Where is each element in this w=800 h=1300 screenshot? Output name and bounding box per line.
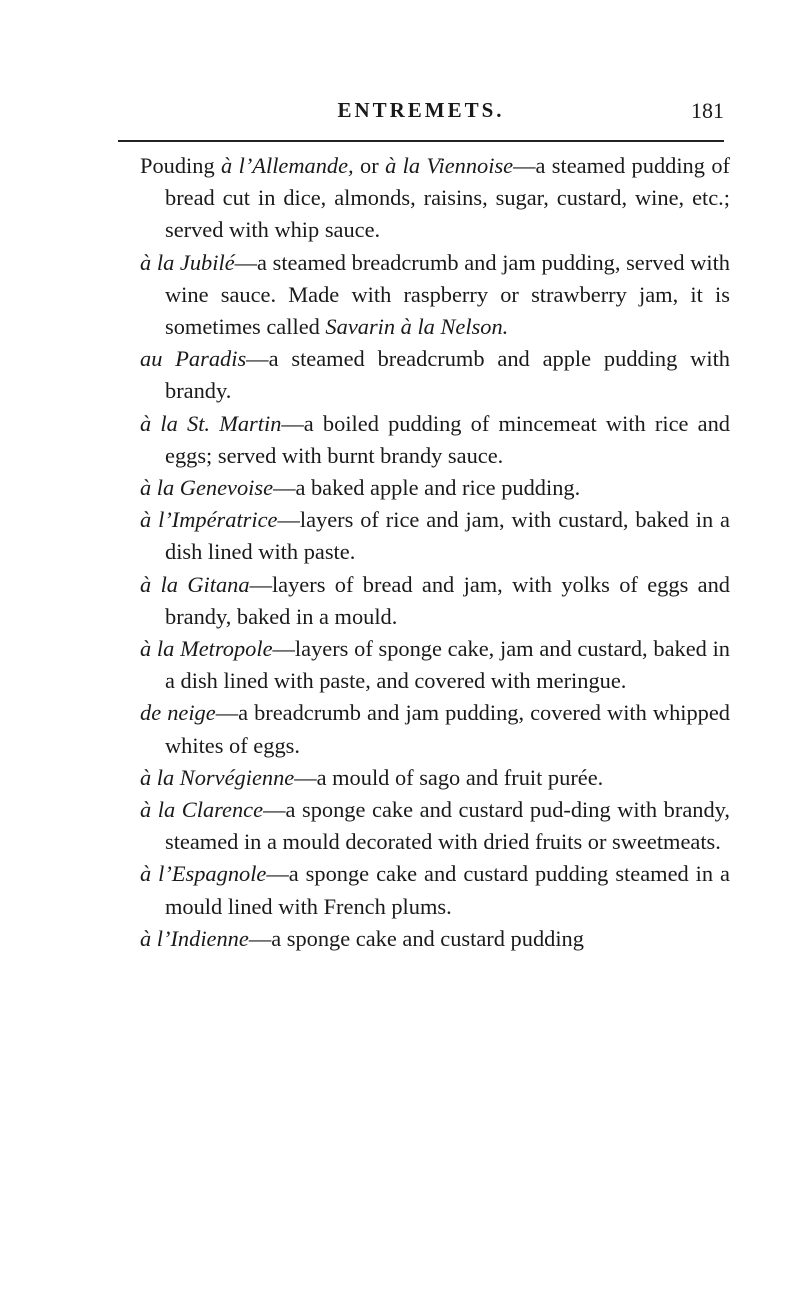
entry-term: à la Clarence	[140, 797, 264, 823]
entry-description: —layers of rice and jam, with custard, baked in a dish lined with paste.	[165, 507, 730, 565]
entry-paradis	[140, 343, 730, 407]
entry-term: à la Gitana	[140, 571, 250, 597]
entry-indienne	[140, 923, 730, 955]
entry-term: à la Norvégienne	[140, 764, 295, 790]
running-head	[118, 98, 724, 132]
entry-description: —a breadcrumb and jam pudding, covered with whipped whites of eggs.	[165, 700, 731, 758]
entry-norvegienne	[140, 762, 730, 794]
entry-term: à la Jubilé	[140, 249, 235, 275]
header-rule	[118, 140, 724, 142]
entry-description: —a mould of sago and fruit purée.	[294, 764, 604, 790]
entry-term: à la Genevoise	[140, 475, 274, 501]
entry-term: à l’Allemande,	[221, 153, 354, 178]
entry-list	[140, 150, 730, 955]
entry-neige	[140, 697, 730, 761]
page-number: 181	[691, 98, 724, 123]
entry-allemande	[140, 150, 730, 247]
entry-clarence	[140, 794, 730, 858]
entry-genevoise	[140, 472, 730, 504]
entry-term-alt: à la Viennoise	[385, 153, 514, 178]
entry-term-join: or	[353, 153, 386, 178]
entry-term: à l’Espagnole	[140, 861, 267, 887]
entry-lead: Pouding	[140, 153, 222, 178]
entry-st-martin	[140, 408, 730, 472]
entry-jubile	[140, 247, 730, 344]
entry-description: —a sponge cake and custard pudding	[248, 925, 584, 951]
entry-description: —a boiled pudding of mincemeat with rice and eggs; served with burnt brandy sauce.	[165, 410, 730, 468]
entry-description: —layers of sponge cake, jam and custard, baked in a dish lined with paste, and covered with meringue.	[165, 636, 730, 694]
entry-metropole	[140, 633, 730, 697]
entry-term: à la St. Martin	[140, 410, 282, 436]
entry-description: —a steamed breadcrumb and jam pudding, served with wine sauce. Made with raspberry or strawberry jam, it is sometimes called	[165, 249, 730, 340]
entry-term: à l’Impératrice	[140, 507, 278, 533]
entry-term-inline: Savarin à la Nelson.	[325, 314, 509, 340]
entry-description: —a steamed pudding of bread cut in dice, almonds, raisins, sugar, custard, wine, etc.; served with whip sauce.	[165, 153, 730, 243]
entry-description: —a sponge cake and custard pud-ding with brandy, steamed in a mould decorated with dried fruits or sweetmeats.	[165, 797, 730, 855]
entry-gitana	[140, 569, 730, 633]
entry-espagnole	[140, 858, 730, 922]
entry-term: à l’Indienne	[140, 925, 249, 951]
entry-description: —layers of bread and jam, with yolks of eggs and brandy, baked in a mould.	[165, 571, 730, 629]
entry-description: —a steamed breadcrumb and apple pudding with brandy.	[165, 346, 730, 404]
entry-description: —a sponge cake and custard pudding steamed in a mould lined with French plums.	[165, 861, 730, 919]
entry-imperatrice	[140, 504, 730, 568]
entry-description: —a baked apple and rice pudding.	[273, 475, 581, 501]
chapter-title: ENTREMETS.	[337, 98, 505, 122]
entry-term: à la Metropole	[140, 636, 273, 662]
entry-term: de neige	[140, 700, 216, 726]
entry-term: au Paradis	[140, 346, 247, 372]
